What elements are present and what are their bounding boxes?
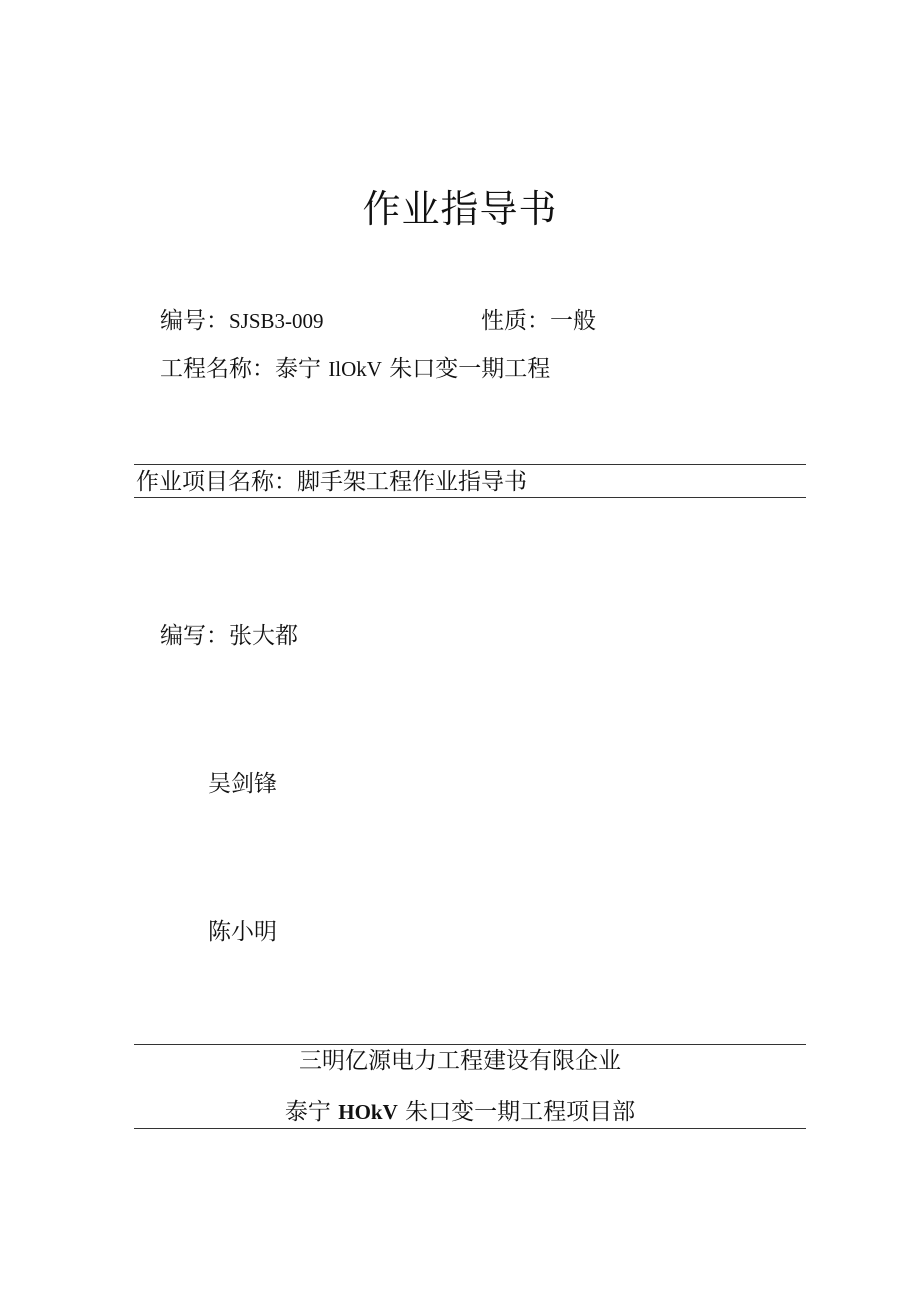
project-suffix: 朱口变一期工程 (389, 356, 551, 382)
task-name-row (136, 465, 527, 499)
author-name-3: 陈小明 (208, 919, 277, 945)
dept-code: HOkV (338, 1100, 398, 1124)
number-value: SJSB3-009 (229, 309, 324, 333)
dept-suffix: 朱口变一期工程项目部 (405, 1099, 636, 1125)
nature-label: 性质： (481, 308, 550, 334)
project-department (0, 1095, 920, 1129)
author-row (160, 619, 298, 653)
number-label: 编号： (160, 308, 229, 334)
document-title: 作业指导书 (362, 187, 558, 231)
footer-bottom-rule (134, 1128, 806, 1129)
nature-row (481, 304, 596, 338)
project-code: IlOkV (328, 357, 382, 381)
project-prefix: 泰宁 (275, 356, 321, 382)
company-name: 三明亿源电力工程建设有限企业 (299, 1048, 621, 1074)
nature-value: 一般 (550, 308, 596, 334)
task-label: 作业项目名称： (136, 469, 297, 495)
dept-prefix: 泰宁 (284, 1099, 331, 1125)
task-value: 脚手架工程作业指导书 (297, 469, 527, 495)
number-row (160, 304, 324, 338)
project-label: 工程名称： (160, 356, 275, 382)
author-label: 编写： (160, 623, 229, 649)
task-bottom-rule (134, 497, 806, 498)
project-name-row (160, 352, 550, 386)
author-name-2: 吴剑锋 (208, 771, 277, 797)
author-name-1: 张大都 (229, 623, 298, 649)
